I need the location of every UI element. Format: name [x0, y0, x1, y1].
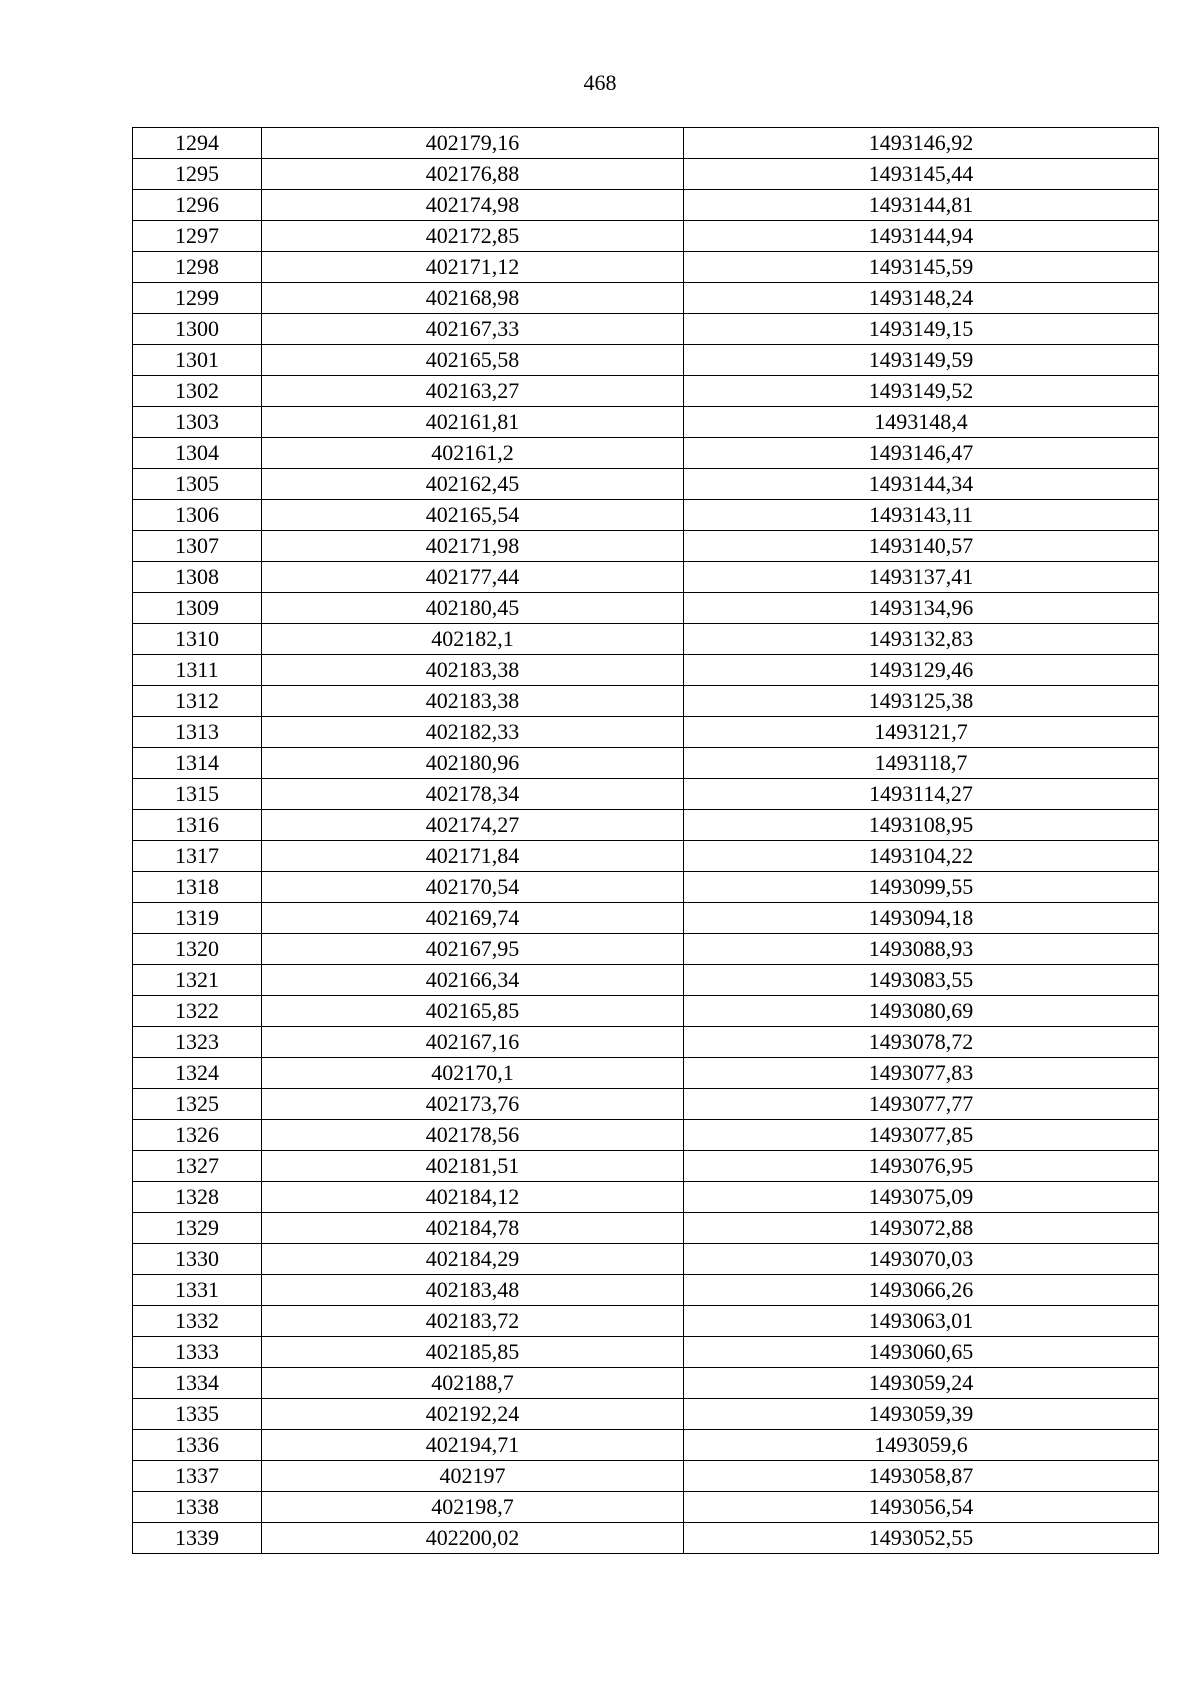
point-number-cell: 1302: [133, 376, 262, 407]
x-coordinate-cell: 402168,98: [262, 283, 684, 314]
y-coordinate-cell: 1493104,22: [684, 841, 1159, 872]
x-coordinate-cell: 402178,56: [262, 1120, 684, 1151]
y-coordinate-cell: 1493059,24: [684, 1368, 1159, 1399]
table-row: [133, 531, 1159, 562]
x-coordinate-cell: 402173,76: [262, 1089, 684, 1120]
x-coordinate-cell: 402184,78: [262, 1213, 684, 1244]
point-number-cell: 1321: [133, 965, 262, 996]
y-coordinate-cell: 1493149,15: [684, 314, 1159, 345]
x-coordinate-cell: 402167,33: [262, 314, 684, 345]
y-coordinate-cell: 1493058,87: [684, 1461, 1159, 1492]
x-coordinate-cell: 402180,45: [262, 593, 684, 624]
x-coordinate-cell: 402171,12: [262, 252, 684, 283]
y-coordinate-cell: 1493099,55: [684, 872, 1159, 903]
x-coordinate-cell: 402197: [262, 1461, 684, 1492]
coordinates-table: [132, 127, 1159, 1554]
y-coordinate-cell: 1493143,11: [684, 500, 1159, 531]
x-coordinate-cell: 402165,54: [262, 500, 684, 531]
x-coordinate-cell: 402163,27: [262, 376, 684, 407]
y-coordinate-cell: 1493077,85: [684, 1120, 1159, 1151]
point-number-cell: 1332: [133, 1306, 262, 1337]
point-number-cell: 1333: [133, 1337, 262, 1368]
table-row: [133, 748, 1159, 779]
y-coordinate-cell: 1493137,41: [684, 562, 1159, 593]
table-row: [133, 159, 1159, 190]
y-coordinate-cell: 1493146,92: [684, 128, 1159, 159]
y-coordinate-cell: 1493125,38: [684, 686, 1159, 717]
table-row: [133, 345, 1159, 376]
x-coordinate-cell: 402182,33: [262, 717, 684, 748]
y-coordinate-cell: 1493146,47: [684, 438, 1159, 469]
x-coordinate-cell: 402192,24: [262, 1399, 684, 1430]
x-coordinate-cell: 402170,54: [262, 872, 684, 903]
point-number-cell: 1334: [133, 1368, 262, 1399]
x-coordinate-cell: 402172,85: [262, 221, 684, 252]
coordinates-table-body: [133, 128, 1159, 1554]
x-coordinate-cell: 402170,1: [262, 1058, 684, 1089]
x-coordinate-cell: 402181,51: [262, 1151, 684, 1182]
point-number-cell: 1335: [133, 1399, 262, 1430]
y-coordinate-cell: 1493077,77: [684, 1089, 1159, 1120]
x-coordinate-cell: 402184,29: [262, 1244, 684, 1275]
y-coordinate-cell: 1493148,4: [684, 407, 1159, 438]
x-coordinate-cell: 402165,85: [262, 996, 684, 1027]
y-coordinate-cell: 1493066,26: [684, 1275, 1159, 1306]
x-coordinate-cell: 402200,02: [262, 1523, 684, 1554]
y-coordinate-cell: 1493056,54: [684, 1492, 1159, 1523]
table-row: [133, 1120, 1159, 1151]
table-row: [133, 376, 1159, 407]
y-coordinate-cell: 1493149,59: [684, 345, 1159, 376]
point-number-cell: 1303: [133, 407, 262, 438]
y-coordinate-cell: 1493060,65: [684, 1337, 1159, 1368]
table-row: [133, 841, 1159, 872]
table-row: [133, 407, 1159, 438]
point-number-cell: 1329: [133, 1213, 262, 1244]
table-row: [133, 996, 1159, 1027]
table-row: [133, 314, 1159, 345]
y-coordinate-cell: 1493059,39: [684, 1399, 1159, 1430]
point-number-cell: 1315: [133, 779, 262, 810]
table-row: [133, 1430, 1159, 1461]
x-coordinate-cell: 402174,27: [262, 810, 684, 841]
table-row: [133, 1275, 1159, 1306]
x-coordinate-cell: 402198,7: [262, 1492, 684, 1523]
point-number-cell: 1319: [133, 903, 262, 934]
y-coordinate-cell: 1493077,83: [684, 1058, 1159, 1089]
x-coordinate-cell: 402183,48: [262, 1275, 684, 1306]
x-coordinate-cell: 402179,16: [262, 128, 684, 159]
point-number-cell: 1312: [133, 686, 262, 717]
y-coordinate-cell: 1493072,88: [684, 1213, 1159, 1244]
table-row: [133, 221, 1159, 252]
point-number-cell: 1299: [133, 283, 262, 314]
point-number-cell: 1337: [133, 1461, 262, 1492]
table-row: [133, 1151, 1159, 1182]
table-row: [133, 438, 1159, 469]
table-row: [133, 1058, 1159, 1089]
y-coordinate-cell: 1493083,55: [684, 965, 1159, 996]
table-row: [133, 1244, 1159, 1275]
point-number-cell: 1317: [133, 841, 262, 872]
y-coordinate-cell: 1493088,93: [684, 934, 1159, 965]
point-number-cell: 1296: [133, 190, 262, 221]
point-number-cell: 1298: [133, 252, 262, 283]
y-coordinate-cell: 1493121,7: [684, 717, 1159, 748]
table-row: [133, 872, 1159, 903]
table-row: [133, 810, 1159, 841]
y-coordinate-cell: 1493140,57: [684, 531, 1159, 562]
point-number-cell: 1320: [133, 934, 262, 965]
y-coordinate-cell: 1493144,81: [684, 190, 1159, 221]
point-number-cell: 1307: [133, 531, 262, 562]
x-coordinate-cell: 402184,12: [262, 1182, 684, 1213]
y-coordinate-cell: 1493063,01: [684, 1306, 1159, 1337]
point-number-cell: 1322: [133, 996, 262, 1027]
y-coordinate-cell: 1493108,95: [684, 810, 1159, 841]
y-coordinate-cell: 1493145,44: [684, 159, 1159, 190]
table-row: [133, 562, 1159, 593]
x-coordinate-cell: 402166,34: [262, 965, 684, 996]
x-coordinate-cell: 402167,16: [262, 1027, 684, 1058]
point-number-cell: 1336: [133, 1430, 262, 1461]
x-coordinate-cell: 402180,96: [262, 748, 684, 779]
point-number-cell: 1331: [133, 1275, 262, 1306]
y-coordinate-cell: 1493076,95: [684, 1151, 1159, 1182]
point-number-cell: 1328: [133, 1182, 262, 1213]
point-number-cell: 1323: [133, 1027, 262, 1058]
table-row: [133, 128, 1159, 159]
table-row: [133, 1027, 1159, 1058]
table-row: [133, 686, 1159, 717]
y-coordinate-cell: 1493070,03: [684, 1244, 1159, 1275]
y-coordinate-cell: 1493129,46: [684, 655, 1159, 686]
y-coordinate-cell: 1493080,69: [684, 996, 1159, 1027]
y-coordinate-cell: 1493118,7: [684, 748, 1159, 779]
page-number: 468: [583, 70, 617, 95]
table-row: [133, 1368, 1159, 1399]
table-row: [133, 779, 1159, 810]
x-coordinate-cell: 402162,45: [262, 469, 684, 500]
table-row: [133, 903, 1159, 934]
point-number-cell: 1325: [133, 1089, 262, 1120]
point-number-cell: 1309: [133, 593, 262, 624]
y-coordinate-cell: 1493148,24: [684, 283, 1159, 314]
point-number-cell: 1305: [133, 469, 262, 500]
table-row: [133, 283, 1159, 314]
table-row: [133, 469, 1159, 500]
y-coordinate-cell: 1493144,94: [684, 221, 1159, 252]
point-number-cell: 1330: [133, 1244, 262, 1275]
table-row: [133, 1461, 1159, 1492]
table-row: [133, 593, 1159, 624]
x-coordinate-cell: 402178,34: [262, 779, 684, 810]
x-coordinate-cell: 402174,98: [262, 190, 684, 221]
table-row: [133, 965, 1159, 996]
x-coordinate-cell: 402165,58: [262, 345, 684, 376]
x-coordinate-cell: 402188,7: [262, 1368, 684, 1399]
point-number-cell: 1301: [133, 345, 262, 376]
y-coordinate-cell: 1493059,6: [684, 1430, 1159, 1461]
table-row: [133, 655, 1159, 686]
table-row: [133, 500, 1159, 531]
point-number-cell: 1338: [133, 1492, 262, 1523]
table-row: [133, 1399, 1159, 1430]
table-row: [133, 1182, 1159, 1213]
x-coordinate-cell: 402171,84: [262, 841, 684, 872]
point-number-cell: 1316: [133, 810, 262, 841]
table-row: [133, 1523, 1159, 1554]
y-coordinate-cell: 1493094,18: [684, 903, 1159, 934]
point-number-cell: 1297: [133, 221, 262, 252]
point-number-cell: 1304: [133, 438, 262, 469]
point-number-cell: 1324: [133, 1058, 262, 1089]
table-row: [133, 1492, 1159, 1523]
table-row: [133, 1213, 1159, 1244]
x-coordinate-cell: 402185,85: [262, 1337, 684, 1368]
point-number-cell: 1306: [133, 500, 262, 531]
y-coordinate-cell: 1493134,96: [684, 593, 1159, 624]
x-coordinate-cell: 402161,81: [262, 407, 684, 438]
x-coordinate-cell: 402194,71: [262, 1430, 684, 1461]
point-number-cell: 1318: [133, 872, 262, 903]
x-coordinate-cell: 402161,2: [262, 438, 684, 469]
x-coordinate-cell: 402182,1: [262, 624, 684, 655]
point-number-cell: 1339: [133, 1523, 262, 1554]
table-row: [133, 1306, 1159, 1337]
point-number-cell: 1310: [133, 624, 262, 655]
point-number-cell: 1294: [133, 128, 262, 159]
x-coordinate-cell: 402183,38: [262, 655, 684, 686]
y-coordinate-cell: 1493149,52: [684, 376, 1159, 407]
table-row: [133, 190, 1159, 221]
point-number-cell: 1326: [133, 1120, 262, 1151]
x-coordinate-cell: 402169,74: [262, 903, 684, 934]
table-row: [133, 1089, 1159, 1120]
x-coordinate-cell: 402167,95: [262, 934, 684, 965]
table-row: [133, 934, 1159, 965]
table-row: [133, 624, 1159, 655]
point-number-cell: 1313: [133, 717, 262, 748]
table-row: [133, 717, 1159, 748]
table-row: [133, 1337, 1159, 1368]
point-number-cell: 1311: [133, 655, 262, 686]
point-number-cell: 1295: [133, 159, 262, 190]
x-coordinate-cell: 402176,88: [262, 159, 684, 190]
point-number-cell: 1314: [133, 748, 262, 779]
y-coordinate-cell: 1493075,09: [684, 1182, 1159, 1213]
y-coordinate-cell: 1493132,83: [684, 624, 1159, 655]
x-coordinate-cell: 402177,44: [262, 562, 684, 593]
point-number-cell: 1308: [133, 562, 262, 593]
x-coordinate-cell: 402183,38: [262, 686, 684, 717]
point-number-cell: 1300: [133, 314, 262, 345]
table-row: [133, 252, 1159, 283]
y-coordinate-cell: 1493145,59: [684, 252, 1159, 283]
x-coordinate-cell: 402183,72: [262, 1306, 684, 1337]
y-coordinate-cell: 1493078,72: [684, 1027, 1159, 1058]
y-coordinate-cell: 1493144,34: [684, 469, 1159, 500]
y-coordinate-cell: 1493114,27: [684, 779, 1159, 810]
point-number-cell: 1327: [133, 1151, 262, 1182]
x-coordinate-cell: 402171,98: [262, 531, 684, 562]
y-coordinate-cell: 1493052,55: [684, 1523, 1159, 1554]
